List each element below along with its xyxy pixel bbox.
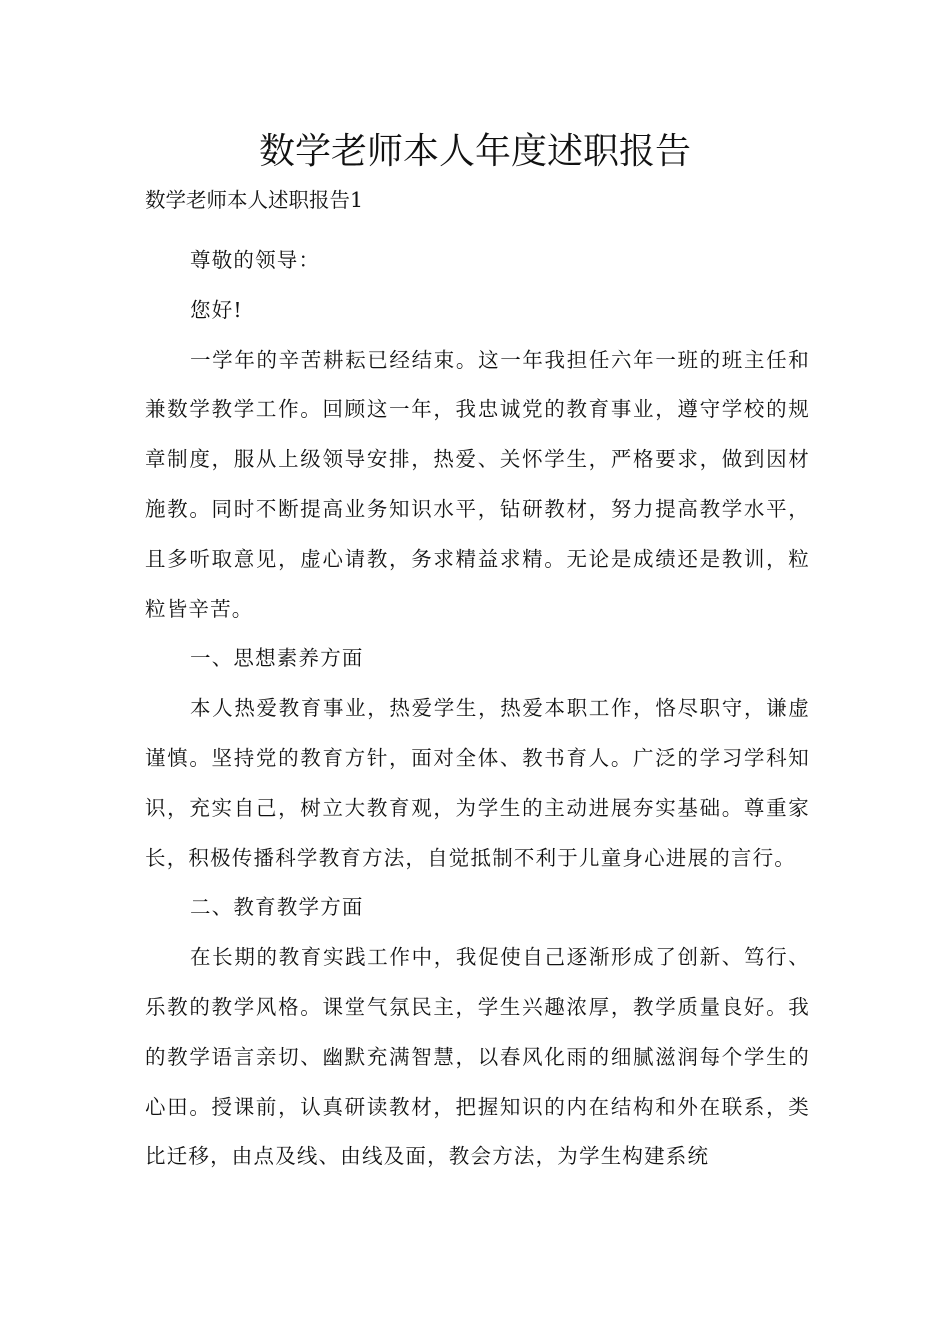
section-heading-teaching: 二、教育教学方面 — [190, 895, 364, 920]
ideology-paragraph: 本人热爱教育事业，热爱学生，热爱本职工作，恪尽职守，谦虚谨慎。坚持党的教育方针，面对全体、教书育人。广泛的学习学科知识，充实自己，树立大教育观，为学生的主动进展夯实基础。尊重家长，积极传播科学教育方法，自觉抵制不利于儿童身心进展的言行。 — [145, 696, 810, 870]
document-title: 数学老师本人年度述职报告 — [258, 131, 691, 172]
document-subtitle: 数学老师本人述职报告1 — [145, 188, 364, 212]
intro-paragraph: 一学年的辛苦耕耘已经结束。这一年我担任六年一班的班主任和兼数学教学工作。回顾这一年，我忠诚党的教育事业，遵守学校的规章制度，服从上级领导安排，热爱、关怀学生，严格要求，做到因材施教。同时不断提高业务知识水平，钻研教材，努力提高教学水平，且多听取意见，虚心请教，务求精益求精。无论是成绩还是教训，粒粒皆辛苦。 — [145, 347, 810, 621]
section-heading-ideology: 一、思想素养方面 — [190, 646, 364, 671]
document-body — [145, 236, 810, 1182]
salutation: 尊敬的领导： — [190, 248, 321, 272]
teaching-paragraph: 在长期的教育实践工作中，我促使自己逐渐形成了创新、笃行、乐教的教学风格。课堂气氛民主，学生兴趣浓厚，教学质量良好。我的教学语言亲切、幽默充满智慧，以春风化雨的细腻滋润每个学生的心田。授课前，认真研读教材，把握知识的内在结构和外在联系，类比迁移，由点及线、由线及面，教会方法，为学生构建系统 — [145, 945, 810, 1169]
greeting: 您好! — [190, 297, 243, 322]
